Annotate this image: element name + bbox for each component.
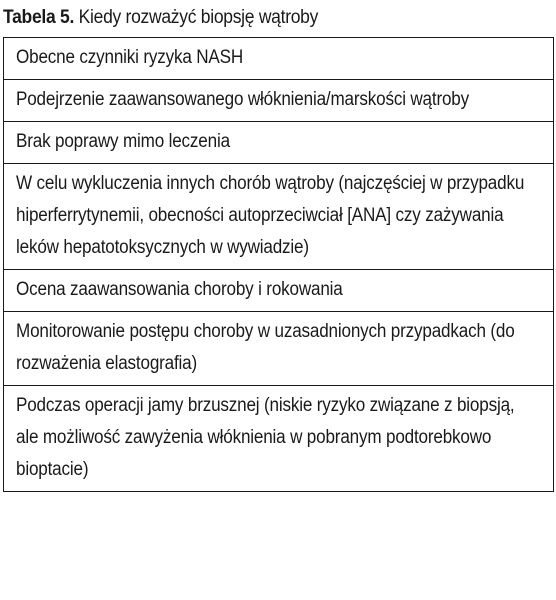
table-caption bbox=[3, 4, 509, 37]
table-row-7 bbox=[4, 385, 553, 491]
table-cell-text: Monitorowanie postępu choroby w uzasadnionych przypadkach (do rozważenia elastografia) bbox=[16, 321, 515, 374]
table-row-1 bbox=[4, 38, 553, 79]
table-row-3 bbox=[4, 121, 553, 163]
table-caption-label: Tabela 5. bbox=[3, 7, 75, 28]
indications-table bbox=[3, 37, 554, 492]
table-cell-text: Brak poprawy mimo leczenia bbox=[16, 131, 230, 152]
table-cell-text: W celu wykluczenia innych chorób wątroby (najczęściej w przypadku hiperferrytynemii, obecności autoprzeciwciał [ANA] czy zażywania leków hepatotoksycznych w wywiadzie) bbox=[16, 173, 525, 258]
table-cell-text: Podczas operacji jamy brzusznej (niskie ryzyko związane z biopsją, ale możliwość zawyżenia włóknienia w pobranym podtorebkowo bioptacie) bbox=[16, 395, 515, 480]
table-cell-text: Ocena zaawansowania choroby i rokowania bbox=[16, 279, 343, 300]
table-row-5 bbox=[4, 269, 553, 311]
table-cell-text: Podejrzenie zaawansowanego włóknienia/marskości wątroby bbox=[16, 89, 469, 110]
table-cell-text: Obecne czynniki ryzyka NASH bbox=[16, 47, 244, 68]
table-row-6 bbox=[4, 311, 553, 385]
table-caption-title: Kiedy rozważyć biopsję wątroby bbox=[78, 7, 319, 28]
table-row-2 bbox=[4, 79, 553, 121]
table-row-4 bbox=[4, 163, 553, 269]
